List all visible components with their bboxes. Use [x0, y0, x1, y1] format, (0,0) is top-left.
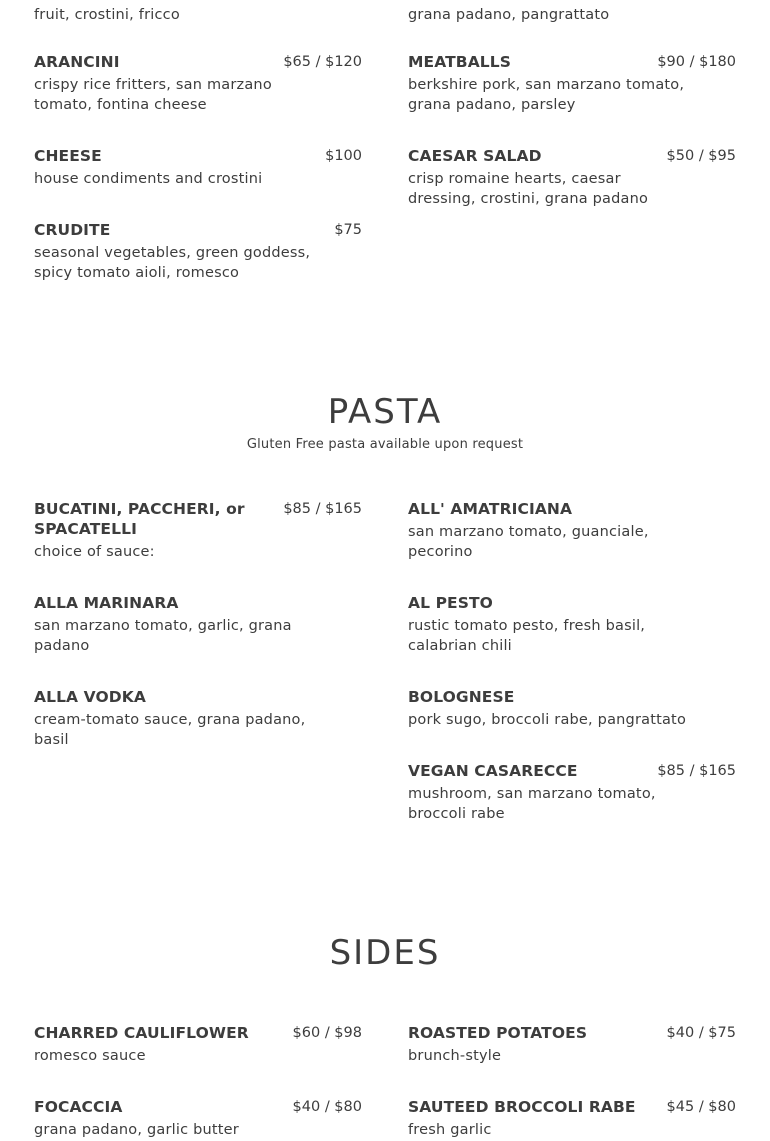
menu-item-name: MEATBALLS [408, 53, 512, 71]
menu-item-desc: seasonal vegetables, green goddess, spicy tomato aioli, romesco [34, 245, 311, 281]
menu-item-price: $75 [334, 222, 362, 238]
menu-item-name: AL PESTO [408, 594, 493, 612]
menu-item-name: ALL' AMATRICIANA [408, 500, 573, 518]
menu-item-caesar-salad [408, 146, 736, 209]
menu-item-desc: grana padano, garlic butter [34, 1122, 239, 1138]
menu-item-desc: berkshire pork, san marzano tomato, grana padano, parsley [408, 77, 685, 113]
menu-item-desc: crispy rice fritters, san marzano tomato, fontina cheese [34, 77, 272, 113]
menu-item-desc: crisp romaine hearts, caesar dressing, crostini, grana padano [408, 171, 649, 207]
menu-item-price: $45 / $80 [666, 1099, 736, 1115]
menu-item-price: $50 / $95 [666, 148, 736, 164]
menu-item-name: ALLA MARINARA [34, 594, 179, 612]
menu-item-price: $60 / $98 [292, 1025, 362, 1041]
menu-item-desc: choice of sauce: [34, 544, 155, 560]
menu-item-desc: house condiments and crostini [34, 171, 263, 187]
menu-item-desc: brunch-style [408, 1048, 502, 1064]
menu-item-name: CRUDITE [34, 221, 111, 239]
menu-item-name: BUCATINI, PACCHERI, or SPACATELLI [34, 500, 245, 538]
menu-item-name: SAUTEED BROCCOLI RABE [408, 1098, 636, 1116]
menu-item-name: FOCACCIA [34, 1098, 123, 1116]
menu-item-price: $90 / $180 [657, 54, 736, 70]
menu-item-meatballs [408, 52, 736, 115]
menu-item-price: $85 / $165 [283, 501, 362, 517]
menu-item-name: ROASTED POTATOES [408, 1024, 588, 1042]
section-title-pasta: PASTA [327, 392, 443, 432]
menu-item-sauteed-broccoli-rabe [408, 1097, 736, 1141]
menu-item-price: $85 / $165 [657, 763, 736, 779]
menu-item-desc: cream-tomato sauce, grana padano, basil [34, 712, 306, 748]
menu-item-cheese [34, 146, 362, 190]
menu-item-bolognese [408, 687, 736, 731]
menu-item-roasted-potatoes [408, 1023, 736, 1067]
menu-item-charred-cauliflower [34, 1023, 362, 1067]
menu-item-vegan-casarecce [408, 761, 736, 824]
section-title-sides: SIDES [329, 933, 441, 973]
menu-item-desc: romesco sauce [34, 1048, 146, 1064]
menu-item-name: ALLA VODKA [34, 688, 146, 706]
menu-item-desc: fruit, crostini, fricco [34, 7, 180, 23]
menu-item-price: $65 / $120 [283, 54, 362, 70]
menu-item-crudite [34, 220, 362, 283]
section-note-pasta: Gluten Free pasta available upon request [246, 437, 524, 452]
menu-item-desc: san marzano tomato, guanciale, pecorino [408, 524, 649, 560]
menu-item-name: CAESAR SALAD [408, 147, 542, 165]
menu-item-name: CHEESE [34, 147, 102, 165]
menu-item-price: $40 / $80 [292, 1099, 362, 1115]
menu-item-al-pesto [408, 593, 736, 656]
menu-item-partial-left [34, 2, 362, 26]
menu-item-pasta-shapes [34, 499, 362, 563]
menu-item-desc: fresh garlic [408, 1122, 492, 1138]
menu-item-name: CHARRED CAULIFLOWER [34, 1024, 249, 1042]
menu-item-name: BOLOGNESE [408, 688, 515, 706]
menu-item-desc: rustic tomato pesto, fresh basil, calabrian chili [408, 618, 646, 654]
menu-item-partial-right [408, 2, 736, 26]
menu-item-desc: pork sugo, broccoli rabe, pangrattato [408, 712, 687, 728]
menu-item-price: $40 / $75 [666, 1025, 736, 1041]
menu-item-name: ARANCINI [34, 53, 120, 71]
menu-item-alla-marinara [34, 593, 362, 656]
menu-item-arancini [34, 52, 362, 115]
menu-item-desc: san marzano tomato, garlic, grana padano [34, 618, 292, 654]
menu-item-all-amatriciana [408, 499, 736, 562]
menu-item-desc: grana padano, pangrattato [408, 7, 610, 23]
menu-item-price: $100 [325, 148, 362, 164]
menu-item-name: VEGAN CASARECCE [408, 762, 578, 780]
menu-item-focaccia [34, 1097, 362, 1141]
menu-item-alla-vodka [34, 687, 362, 750]
menu-item-desc: mushroom, san marzano tomato, broccoli rabe [408, 786, 656, 822]
